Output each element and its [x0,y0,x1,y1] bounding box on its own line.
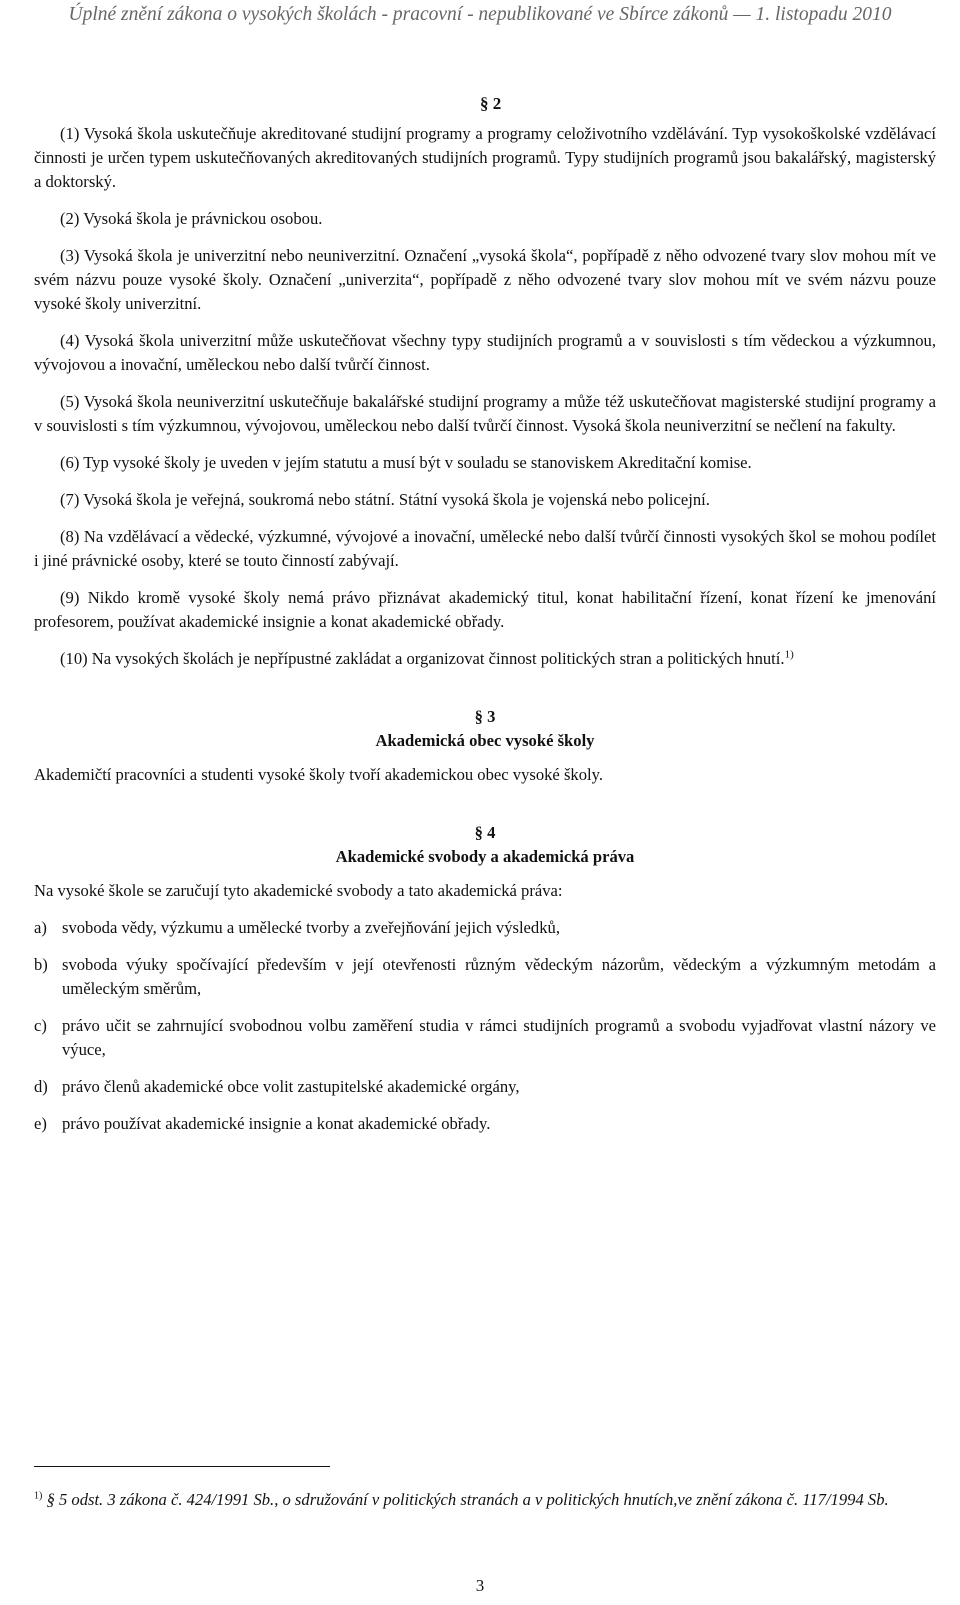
list-item-text: právo učit se zahrnující svobodnou volbu zaměření studia v rámci studijních programů a svobodu vyjadřovat vlastní názory ve výuce, [62,1016,936,1059]
list-item-text: právo používat akademické insignie a konat akademické obřady. [62,1114,491,1133]
section-2-paragraph-7: (7) Vysoká škola je veřejná, soukromá nebo státní. Státní vysoká škola je vojenská nebo policejní. [60,490,710,509]
list-item-label: b) [34,955,48,974]
list-item-text: svoboda vědy, výzkumu a umělecké tvorby a zveřejňování jejich výsledků, [62,918,560,937]
list-item-label: d) [34,1077,48,1096]
list-item [34,916,936,940]
section-2-paragraph-8: (8) Na vzdělávací a vědecké, výzkumné, vývojové a inovační, umělecké nebo další tvůrčí činnosti vysokých škol se mohou podílet i jiné právnické osoby, které se touto činností zabývají. [34,527,936,570]
section-2-paragraph-9: (9) Nikdo kromě vysoké školy nemá právo přiznávat akademický titul, konat habilitační řízení, konat řízení ke jmenování profesorem, používat akademické insignie a konat akademické obřady. [34,588,936,631]
list-item [34,1014,936,1062]
list-item [34,953,936,1001]
footnote-separator [34,1466,330,1467]
section-2-paragraph-2: (2) Vysoká škola je právnickou osobou. [60,209,323,228]
section-2-paragraph-4: (4) Vysoká škola univerzitní může uskutečňovat všechny typy studijních programů a v souvislosti s tím vědeckou a výzkumnou, vývojovou a inovační, uměleckou nebo další tvůrčí činnost. [34,331,936,374]
section-2-paragraph-1: (1) Vysoká škola uskutečňuje akreditované studijní programy a programy celoživotního vzdělávání. Typ vysokoškolské vzdělávací činnosti je určen typem uskutečňovaných akreditovaných studijních programů. Typy studijních programů jsou bakalářský, magisterský a doktorský. [34,124,936,191]
section-2-paragraph-5: (5) Vysoká škola neuniverzitní uskutečňuje bakalářské studijní programy a může též uskutečňovat magisterské studijní programy a v souvislosti s tím výzkumnou, vývojovou, uměleckou nebo další tvůrčí činnost. Vysoká škola neuniverzitní se nečlení na fakulty. [34,392,936,435]
section-4-title: Akademické svobody a akademická práva [335,847,635,866]
section-2-heading-wrap [34,92,936,116]
list-item-label: c) [34,1016,47,1035]
section-3-title: Akademická obec vysoké školy [375,731,595,750]
list-item-text: svoboda výuky spočívající především v její otevřenosti různým vědeckým názorům, vědeckým a výzkumným metodám a uměleckým směrům, [62,955,936,998]
section-3-text: Akademičtí pracovníci a studenti vysoké školy tvoří akademickou obec vysoké školy. [34,765,603,784]
footnote [34,1490,936,1510]
list-item [34,1075,936,1099]
section-2-paragraph-6: (6) Typ vysoké školy je uveden v jejím statutu a musí být v souladu se stanoviskem Akreditační komise. [60,453,752,472]
running-header: Úplné znění zákona o vysokých školách - pracovní - nepublikované ve Sbírce zákonů — 1. listopadu 2010 [68,4,892,25]
page-number: 3 [475,1576,485,1595]
list-item [34,1112,936,1136]
footnote-text: § 5 odst. 3 zákona č. 424/1991 Sb., o sdružování v politických stranách a v politických hnutích,ve znění zákona č. 117/1994 Sb. [46,1490,889,1509]
section-2-paragraph-10-text: (10) Na vysokých školách je nepřípustné zakládat a organizovat činnost politických stran a politických hnutí. [60,649,785,668]
page-body [34,92,936,1136]
section-2-paragraph-3: (3) Vysoká škola je univerzitní nebo neuniverzitní. Označení „vysoká škola“, popřípadě z něho odvozené tvary slov mohou mít ve svém názvu pouze vysoké školy. Označení „univerzita“, popřípadě z něho odvozené tvary slov mohou mít ve svém názvu pouze vysoké školy univerzitní. [34,246,936,313]
section-4-number: § 4 [474,823,496,842]
section-4-intro: Na vysoké škole se zaručují tyto akademické svobody a tato akademická práva: [34,881,563,900]
list-item-label: e) [34,1114,47,1133]
section-2-number: § 2 [480,94,502,113]
list-item-text: právo členů akademické obce volit zastupitelské akademické orgány, [62,1077,520,1096]
section-2-paragraph-10 [34,647,936,671]
section-3-number: § 3 [474,707,496,726]
list-item-label: a) [34,918,47,937]
footnote-marker: 1) [34,1490,43,1502]
footnote-reference[interactable]: 1) [784,648,794,661]
